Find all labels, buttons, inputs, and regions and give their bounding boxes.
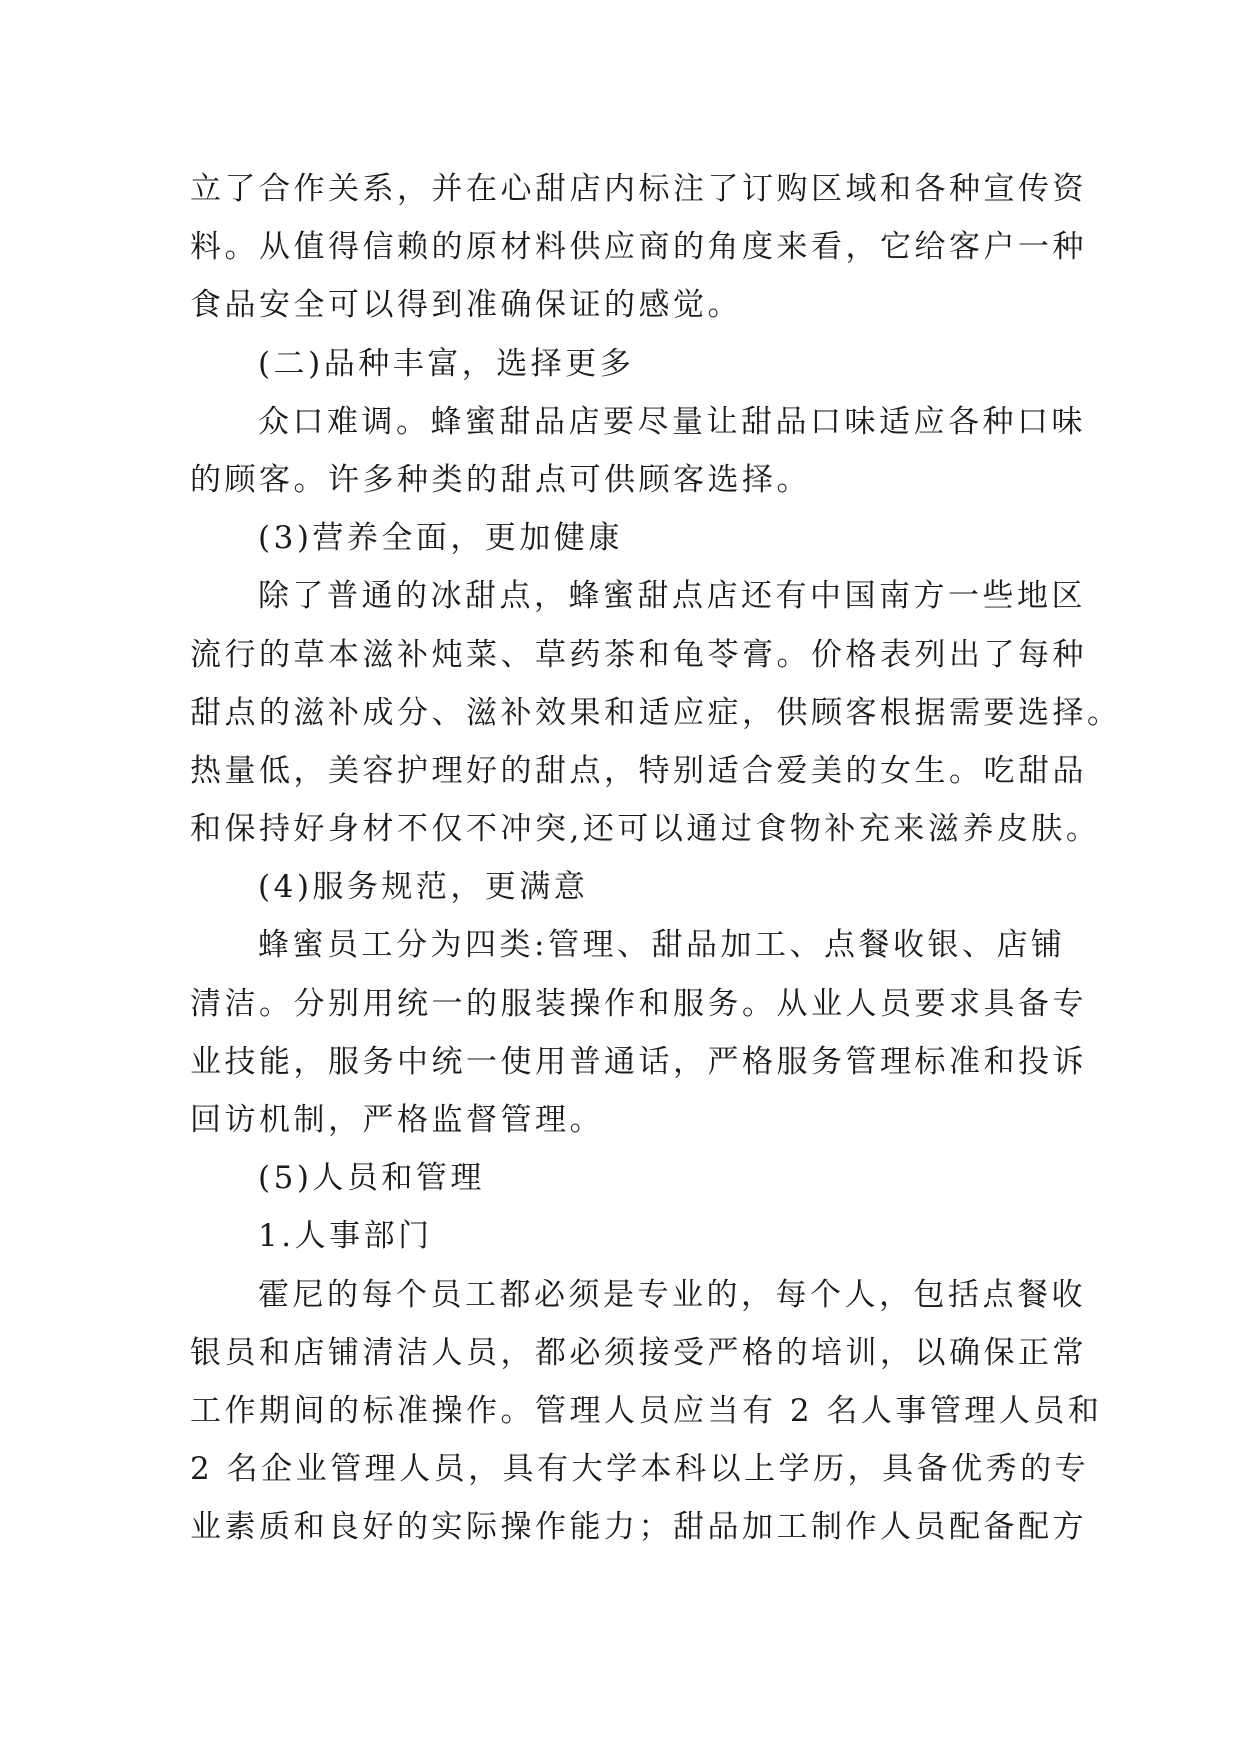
text-line: 银员和店铺清洁人员，都必须接受严格的培训，以确保正常	[190, 1334, 1087, 1371]
text-line: 工作期间的标准操作。管理人员应当有 2 名人事管理人员和	[190, 1392, 1103, 1429]
text-line: 除了普通的冰甜点，蜂蜜甜点店还有中国南方一些地区	[258, 578, 1086, 615]
text-line: 流行的草本滋补炖菜、草药茶和龟苓膏。价格表列出了每种	[190, 636, 1087, 673]
text-line: 业技能，服务中统一使用普通话，严格服务管理标准和投诉	[190, 1043, 1087, 1080]
section-heading: (3)营养全面，更加健康	[258, 520, 623, 557]
section-heading: (4)服务规范，更满意	[258, 869, 589, 906]
subsection-heading: 1.人事部门	[258, 1218, 433, 1255]
text-line: 和保持好身材不仅不冲突,还可以通过食物补充来滋养皮肤。	[190, 811, 1101, 848]
text-line: 霍尼的每个员工都必须是专业的，每个人，包括点餐收	[258, 1276, 1086, 1313]
text-line: 众口难调。蜂蜜甜品店要尽量让甜品口味适应各种口味	[258, 403, 1086, 440]
section-heading: (二)品种丰富，选择更多	[258, 345, 635, 382]
text-line: 清洁。分别用统一的服装操作和服务。从业人员要求具备专	[190, 985, 1087, 1022]
text-line: 立了合作关系，并在心甜店内标注了订购区域和各种宣传资	[190, 171, 1087, 207]
text-line: 甜点的滋补成分、滋补效果和适应症，供顾客根据需要选择。	[190, 694, 1122, 731]
text-line: 的顾客。许多种类的甜点可供顾客选择。	[190, 461, 811, 498]
text-line: 热量低，美容护理好的甜点，特别适合爱美的女生。吃甜品	[190, 752, 1087, 789]
document-body	[190, 160, 1122, 1557]
text-line: 回访机制，严格监督管理。	[190, 1102, 604, 1138]
text-line: 料。从值得信赖的原材料供应商的角度来看，它给客户一种	[190, 229, 1087, 266]
text-line: 食品安全可以得到准确保证的感觉。	[190, 287, 742, 324]
text-line: 蜂蜜员工分为四类:管理、甜品加工、点餐收银、店铺	[258, 927, 1066, 964]
section-heading: (5)人员和管理	[258, 1160, 485, 1197]
text-line: 2 名企业管理人员，具有大学本科以上学历，具备优秀的专	[190, 1451, 1090, 1488]
text-line: 业素质和良好的实际操作能力；甜品加工制作人员配备配方	[190, 1509, 1087, 1546]
